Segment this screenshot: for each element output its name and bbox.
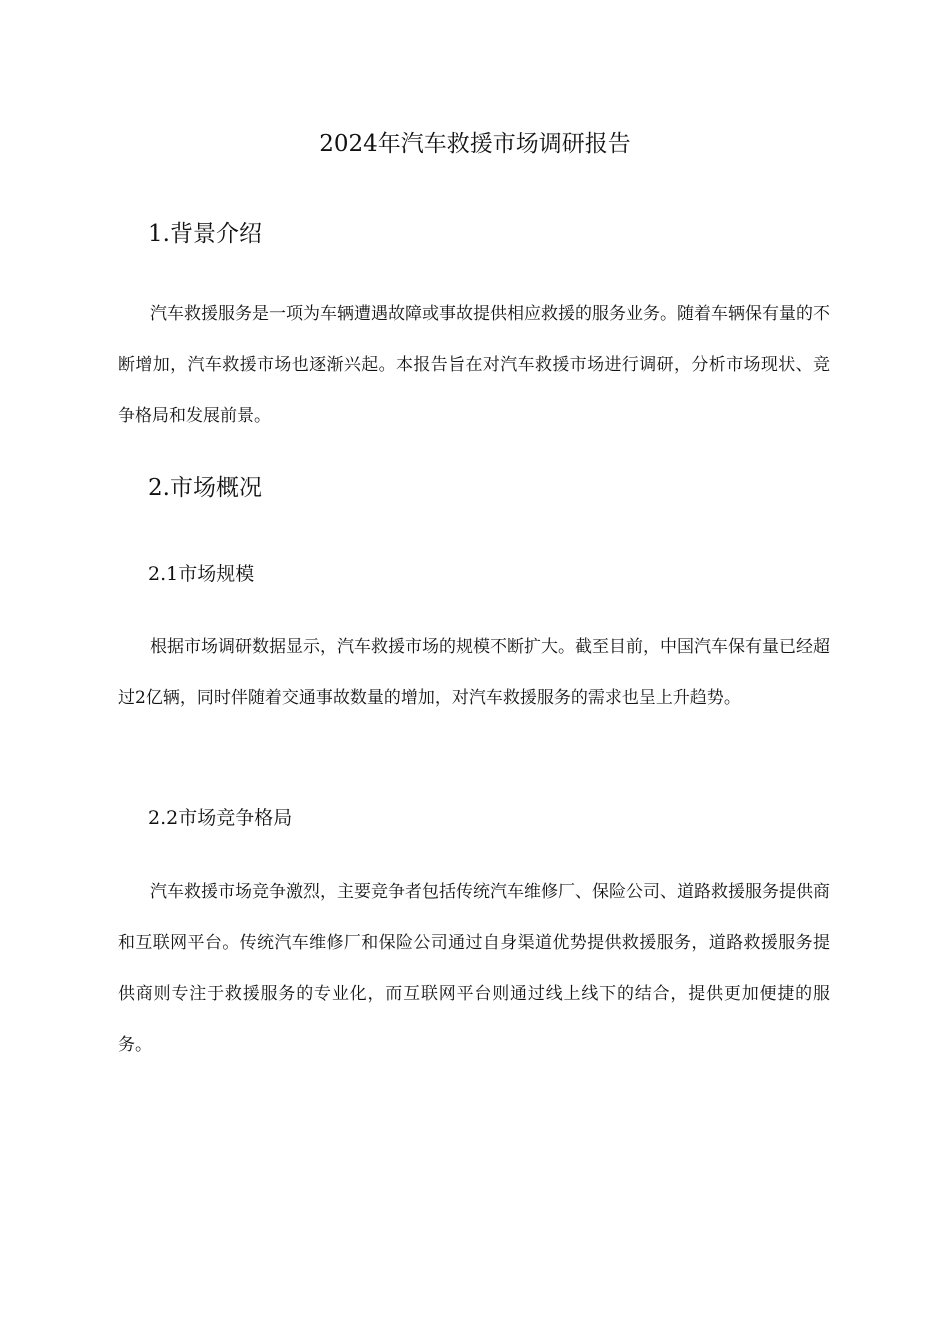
section-heading-background: 1.背景介绍 [148, 221, 262, 247]
paragraph-market-size: 根据市场调研数据显示，汽车救援市场的规模不断扩大。截至目前，中国汽车保有量已经超过2亿辆，同时伴随着交通事故数量的增加，对汽车救援服务的需求也呈上升趋势。 [118, 637, 830, 708]
section-heading-market-overview: 2.市场概况 [148, 475, 262, 501]
document-title: 2024年汽车救援市场调研报告 [319, 131, 631, 157]
paragraph-competition: 汽车救援市场竞争激烈，主要竞争者包括传统汽车维修厂、保险公司、道路救援服务提供商和互联网平台。传统汽车维修厂和保险公司通过自身渠道优势提供救援服务，道路救援服务提供商则专注于救援服务的专业化，而互联网平台则通过线上线下的结合，提供更加便捷的服务。 [118, 882, 830, 1055]
paragraph-background: 汽车救援服务是一项为车辆遭遇故障或事故提供相应救援的服务业务。随着车辆保有量的不断增加，汽车救援市场也逐渐兴起。本报告旨在对汽车救援市场进行调研，分析市场现状、竞争格局和发展前景。 [118, 304, 830, 426]
subsection-heading-market-size: 2.1市场规模 [148, 563, 255, 585]
subsection-heading-competition: 2.2市场竞争格局 [148, 807, 293, 829]
